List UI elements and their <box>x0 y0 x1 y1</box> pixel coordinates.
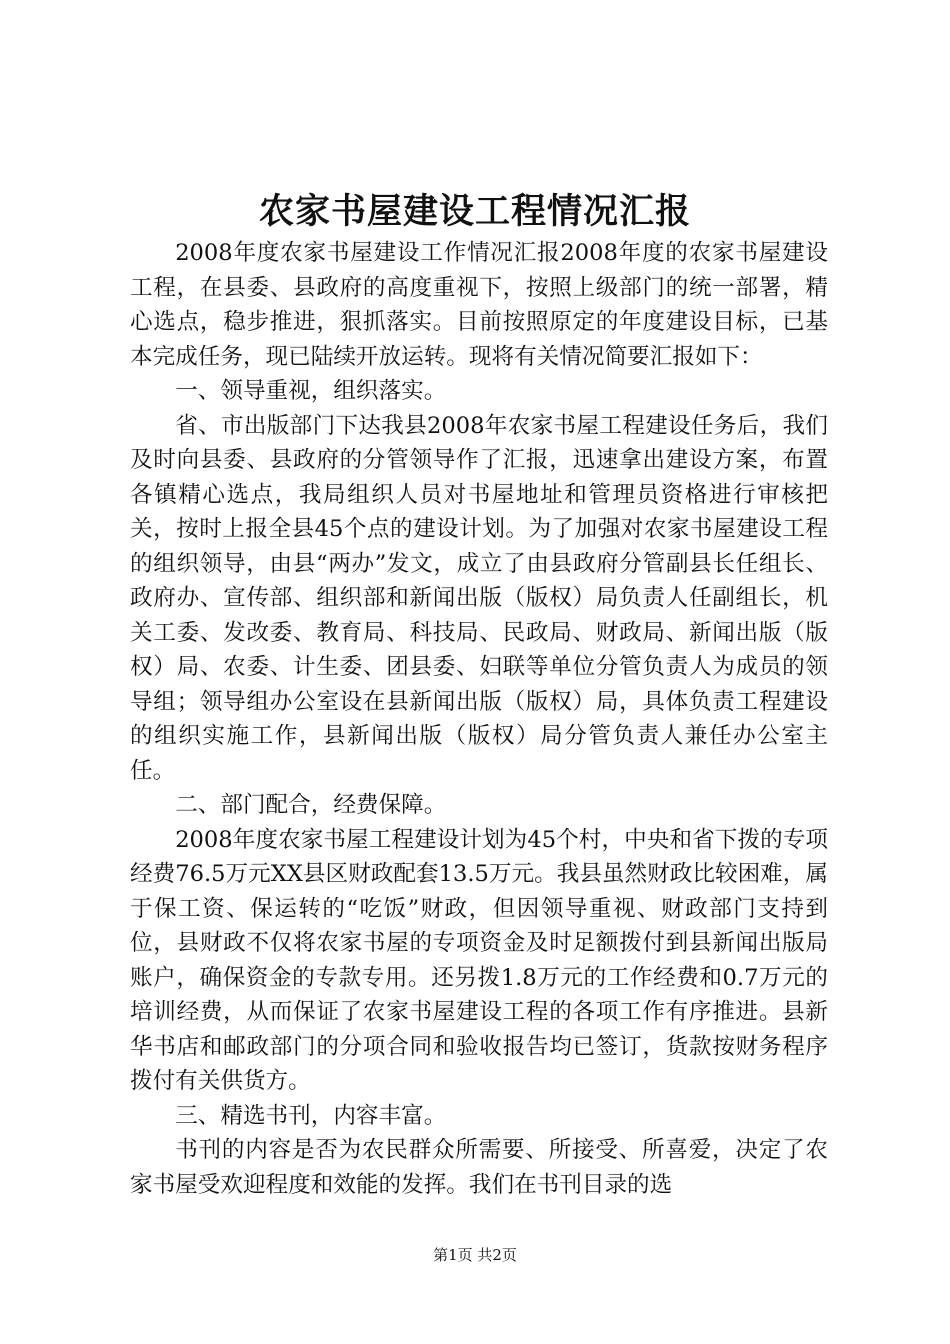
paragraph-section-3: 书刊的内容是否为农民群众所需要、所接受、所喜爱，决定了农家书屋受欢迎程度和效能的发挥。我们在书刊目录的选 <box>130 1137 828 1198</box>
document-title: 农家书屋建设工程情况汇报 <box>258 191 691 232</box>
paragraph-section-2: 2008年度农家书屋工程建设计划为45个村，中央和省下拨的专项经费76.5万元XX县区财政配套13.5万元。我县虽然财政比较困难，属于保工资、保运转的“吃饭”财政，但因领导重视、财政部门支持到位，县财政不仅将农家书屋的专项资金及时足额拨付到县新闻出版局账户，确保资金的专款专用。还另拨1.8万元的工作经费和0.7万元的培训经费，从而保证了农家书屋建设工程的各项工作有序推进。县新华书店和邮政部门的分项合同和验收报告均已签订，货款按财务程序拨付有关供货方。 <box>130 826 828 1094</box>
section-heading-2: 二、部门配合，经费保障。 <box>175 792 447 818</box>
paragraph-section-1: 省、市出版部门下达我县2008年农家书屋工程建设任务后，我们及时向县委、县政府的分管领导作了汇报，迅速拿出建设方案，布置各镇精心选点，我局组织人员对书屋地址和管理员资格进行审核把关，按时上报全县45个点的建设计划。为了加强对农家书屋建设工程的组织领导，由县“两办”发文，成立了由县政府分管副县长任组长、政府办、宣传部、组织部和新闻出版（版权）局负责人任副组长，机关工委、发改委、教育局、科技局、民政局、财政局、新闻出版（版权）局、农委、计生委、团县委、妇联等单位分管负责人为成员的领导组；领导组办公室设在县新闻出版（版权）局，具体负责工程建设的组织实施工作，县新闻出版（版权）局分管负责人兼任办公室主任。 <box>130 412 828 784</box>
section-heading-1: 一、领导重视，组织落实。 <box>175 378 447 404</box>
section-heading-3: 三、精选书刊，内容丰富。 <box>175 1102 447 1129</box>
page-number-footer: 第1页 共2页 <box>433 1246 517 1264</box>
document-body <box>130 236 828 1202</box>
paragraph-intro: 2008年度农家书屋建设工作情况汇报2008年度的农家书屋建设工程，在县委、县政府的高度重视下，按照上级部门的统一部署，精心选点，稳步推进，狠抓落实。目前按照原定的年度建设目标，已基本完成任务，现已陆续开放运转。现将有关情况简要汇报如下： <box>130 240 828 370</box>
